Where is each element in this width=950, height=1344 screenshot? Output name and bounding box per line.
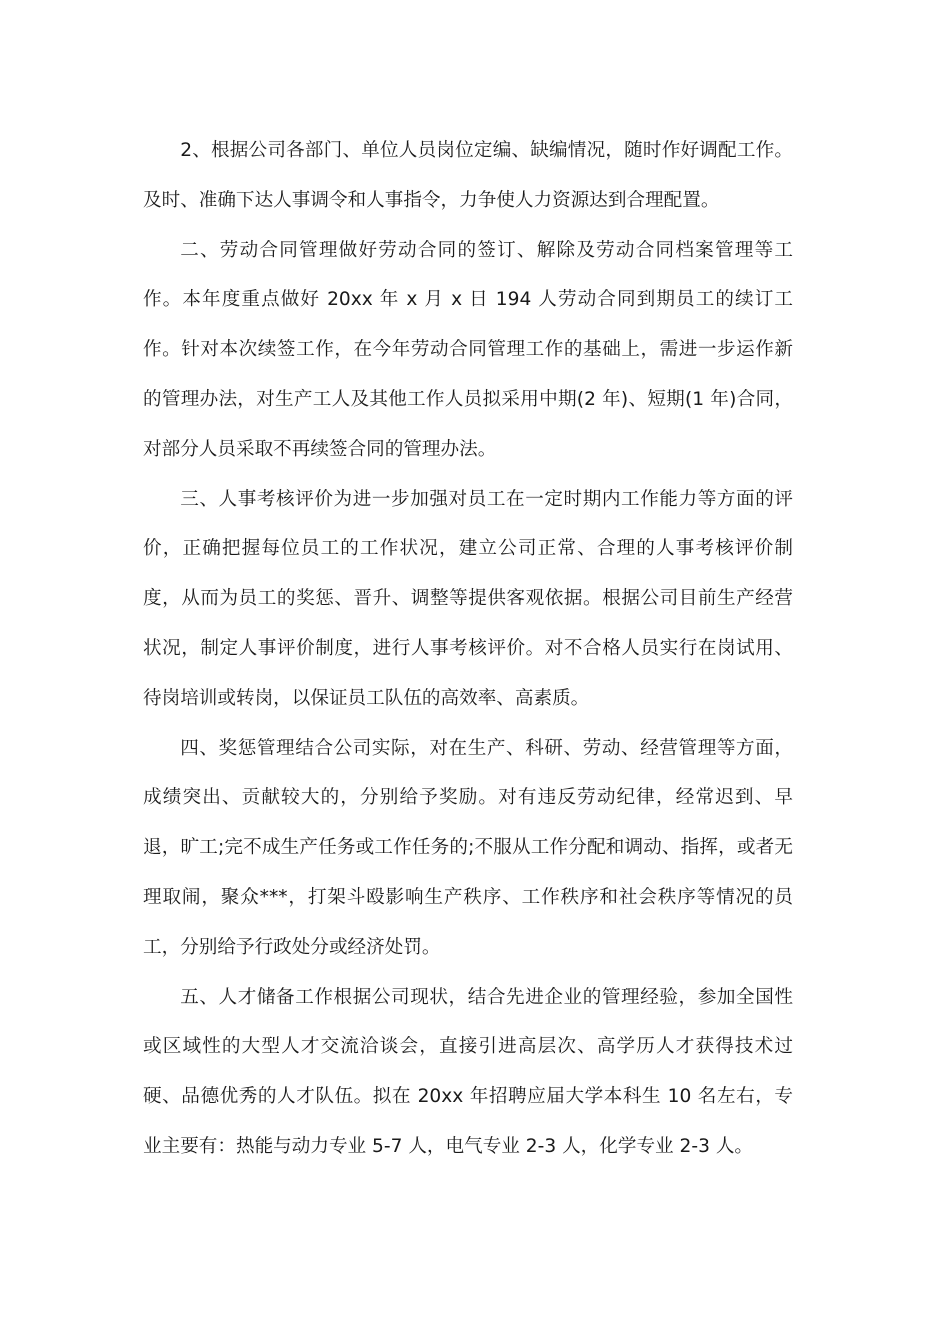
paragraph-personnel-evaluation: 三、人事考核评价为进一步加强对员工在一定时期内工作能力等方面的评价，正确把握每位员工的工作状况，建立公司正常、合理的人事考核评价制度，从而为员工的奖惩、晋升、调整等提供客观依据。根据公司目前生产经营状况，制定人事评价制度，进行人事考核评价。对不合格人员实行在岗试用、待岗培训或转岗，以保证员工队伍的高效率、高素质。 <box>143 488 793 709</box>
paragraph-talent-reserve: 五、人才储备工作根据公司现状，结合先进企业的管理经验，参加全国性或区域性的大型人才交流洽谈会，直接引进高层次、高学历人才获得技术过硬、品德优秀的人才队伍。拟在 20xx 年招聘应届大学本科生 10 名左右，专业主要有：热能与动力专业 5-7 人，电气专业 2-3 人，化学专业 2-3 人。 <box>143 986 793 1157</box>
paragraph-staff-allocation: 2、根据公司各部门、单位人员岗位定编、缺编情况，随时作好调配工作。及时、准确下达人事调令和人事指令，力争使人力资源达到合理配置。 <box>143 140 793 211</box>
document-body <box>143 126 793 1172</box>
paragraph-labor-contract: 二、劳动合同管理做好劳动合同的签订、解除及劳动合同档案管理等工作。本年度重点做好 20xx 年 x 月 x 日 194 人劳动合同到期员工的续订工作。针对本次续签工作，在今年劳动合同管理工作的基础上，需进一步运作新的管理办法，对生产工人及其他工作人员拟采用中期(2 年)、短期(1 年)合同，对部分人员采取不再续签合同的管理办法。 <box>143 239 793 460</box>
paragraph-rewards-penalties: 四、奖惩管理结合公司实际，对在生产、科研、劳动、经营管理等方面，成绩突出、贡献较大的，分别给予奖励。对有违反劳动纪律，经常迟到、早退，旷工;完不成生产任务或工作任务的;不服从工作分配和调动、指挥，或者无理取闹，聚众***，打架斗殴影响生产秩序、工作秩序和社会秩序等情况的员工，分别给予行政处分或经济处罚。 <box>143 737 793 958</box>
